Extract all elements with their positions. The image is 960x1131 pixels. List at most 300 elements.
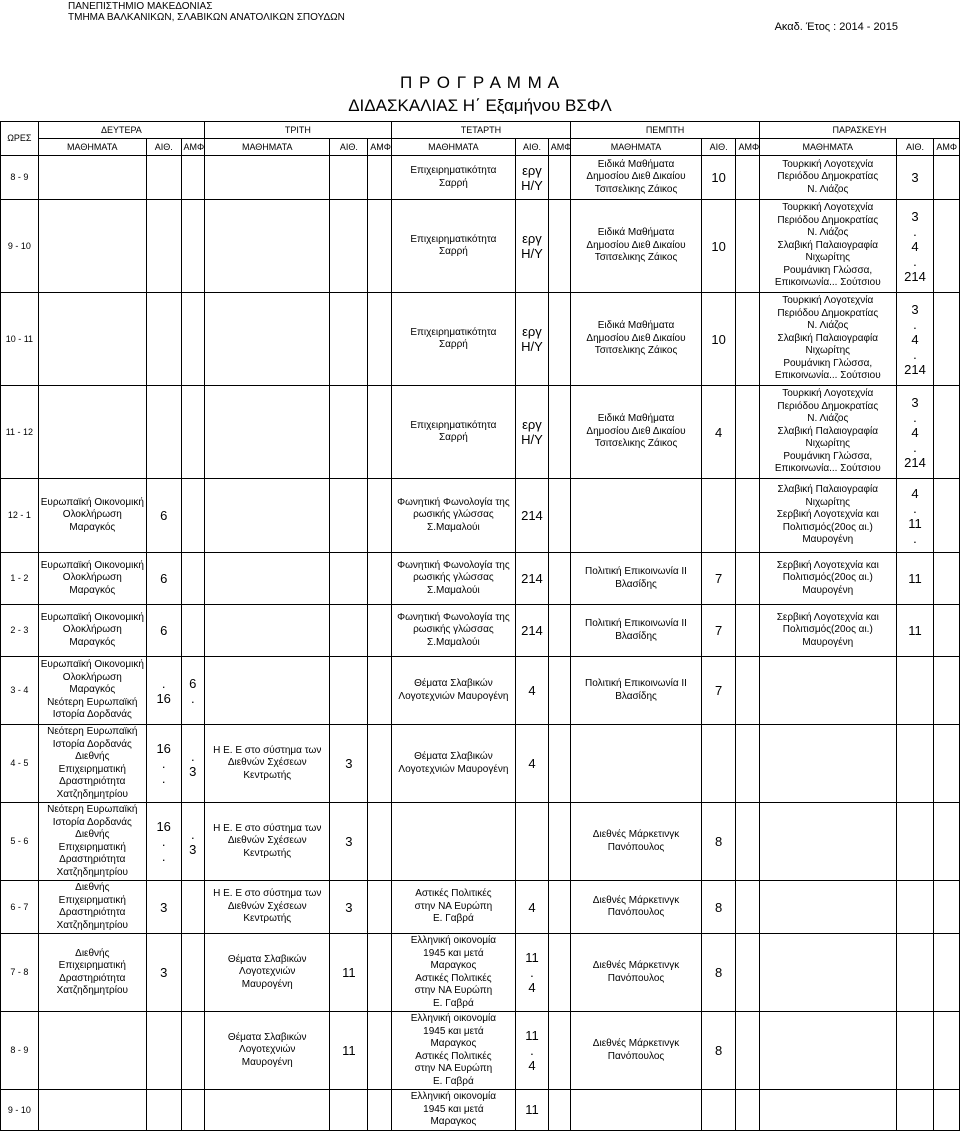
cell-line: Ρουμάνικη Γλώσσα, — [783, 264, 873, 276]
room-cell — [896, 479, 934, 553]
cell-value: 4 — [911, 424, 919, 440]
amf-cell — [181, 386, 204, 479]
amf-cell — [548, 605, 570, 657]
cell-value: 4 — [528, 756, 536, 771]
amf-cell — [181, 479, 204, 553]
cell-value: Η/Υ — [521, 246, 543, 261]
cell-value: 214 — [904, 268, 926, 284]
cell-line: Διεθνές Μάρκετινγκ — [592, 1038, 680, 1049]
subheader-amf: ΑΜΦ — [181, 139, 204, 156]
room-cell — [330, 200, 368, 293]
amf-cell — [548, 293, 570, 386]
course-cell — [38, 803, 146, 881]
course-cell — [571, 200, 702, 293]
cell-value: 3 — [911, 301, 919, 317]
room-cell — [516, 386, 549, 479]
cell-value: 10 — [711, 238, 726, 254]
cell-line: Τσιτσελικης Ζάικος — [594, 252, 678, 264]
schedule-body — [1, 156, 960, 1131]
hours-header: ΩΡΕΣ — [1, 122, 39, 156]
day-header: ΤΕΤΑΡΤΗ — [391, 122, 571, 139]
table-row — [1, 605, 960, 657]
cell-line: Τουρκική Λογοτεχνία — [782, 158, 874, 170]
amf-cell — [934, 803, 960, 881]
amf-cell — [934, 934, 960, 1012]
cell-line: Διεθνής Επιχειρηματική — [58, 882, 126, 906]
amf-cell — [934, 156, 960, 200]
cell-value: 3 — [189, 841, 197, 857]
course-cell — [759, 200, 896, 293]
course-cell — [391, 293, 515, 386]
cell-value: 214 — [521, 623, 543, 638]
cell-line: Νιχωρίτης — [805, 345, 850, 357]
cell-line: Πολιτισμός(20ος αι.) — [782, 624, 873, 636]
course-cell — [205, 605, 330, 657]
cell-line: Νιχωρίτης — [805, 496, 850, 508]
room-cell — [330, 293, 368, 386]
cell-line: Νεότερη Ευρωπαϊκή — [47, 726, 138, 737]
amf-cell — [368, 1012, 391, 1090]
cell-value: 6 — [189, 675, 197, 691]
room-cell — [330, 479, 368, 553]
cell-line: Λογοτεχνιών — [239, 1044, 296, 1056]
cell-line: Διεθνών Σχέσεων — [227, 835, 307, 847]
cell-line: Ευρωπαϊκή Οικονομική — [40, 496, 144, 508]
amf-cell — [736, 605, 759, 657]
academic-year: Ακαδ. Έτος : 2014 - 2015 — [774, 21, 898, 33]
room-cell — [896, 657, 934, 725]
cell-line: ρωσικής γλώσσας — [413, 509, 494, 521]
cell-value: εργ — [522, 324, 542, 339]
cell-value: 3 — [911, 170, 919, 185]
cell-line: 1945 και μετά — [423, 947, 484, 959]
amf-cell — [368, 605, 391, 657]
course-cell — [759, 605, 896, 657]
amf-cell — [736, 479, 759, 553]
course-cell — [759, 725, 896, 803]
cell-line: Δημοσίου Διεθ Δικαίου — [586, 171, 686, 183]
table-row — [1, 657, 960, 725]
cell-value: . — [913, 530, 917, 546]
course-cell — [38, 605, 146, 657]
cell-value: . — [913, 253, 917, 269]
cell-value: 3 — [160, 965, 168, 980]
amf-cell — [368, 803, 391, 881]
room-cell — [896, 1012, 934, 1090]
cell-line: Διεθνές Μάρκετινγκ — [592, 894, 680, 906]
cell-line: Μαυρογένη — [241, 978, 293, 990]
course-cell — [759, 293, 896, 386]
hour-cell: 8 - 9 — [1, 156, 39, 200]
cell-line: Περιόδου Δημοκρατίας — [777, 214, 879, 226]
cell-value: 8 — [715, 965, 723, 980]
cell-line: Σαρρή — [438, 177, 468, 189]
amf-cell — [736, 200, 759, 293]
room-cell — [896, 553, 934, 605]
room-cell — [701, 479, 736, 553]
cell-value: 8 — [715, 834, 723, 849]
cell-value: . — [161, 675, 166, 691]
course-cell — [391, 803, 515, 881]
cell-line: ρωσικής γλώσσας — [413, 624, 494, 636]
room-cell — [701, 803, 736, 881]
hour-cell: 6 - 7 — [1, 881, 39, 934]
cell-line: Τσιτσελικης Ζάικος — [594, 345, 678, 357]
cell-value: 4 — [528, 899, 536, 915]
amf-cell — [548, 156, 570, 200]
cell-line: Θέματα Σλαβικών — [414, 678, 493, 689]
cell-line: Φωνητική Φωνολογία της — [397, 496, 510, 508]
course-cell — [205, 881, 330, 934]
amf-cell — [181, 605, 204, 657]
course-cell — [391, 934, 515, 1012]
room-cell — [516, 881, 549, 934]
schedule-table — [0, 121, 960, 1131]
room-cell — [896, 803, 934, 881]
hour-cell: 5 - 6 — [1, 803, 39, 881]
room-cell — [330, 386, 368, 479]
cell-line: Αστικές Πολιτικές — [415, 1050, 492, 1062]
amf-cell — [934, 553, 960, 605]
cell-line: Σαρρή — [438, 246, 468, 257]
amf-cell — [736, 293, 759, 386]
course-cell — [38, 553, 146, 605]
course-cell — [205, 657, 330, 725]
course-cell — [38, 386, 146, 479]
course-cell — [205, 200, 330, 293]
room-cell — [896, 725, 934, 803]
cell-line: Θέματα Σλαβικών — [414, 751, 493, 762]
cell-line: Ιστορία Δορδανάς — [52, 709, 132, 721]
cell-line: στην ΝΑ Ευρώπη — [414, 900, 493, 912]
cell-line: Επιχειρηματικότητα — [410, 165, 497, 176]
room-cell — [701, 1012, 736, 1090]
cell-line: Ολοκλήρωση Μαραγκός — [62, 509, 122, 533]
course-cell — [391, 386, 515, 479]
table-row — [1, 803, 960, 881]
course-cell — [205, 934, 330, 1012]
room-cell — [701, 200, 736, 293]
amf-cell — [181, 725, 204, 803]
cell-line: Χατζηδημητρίου — [56, 788, 128, 800]
cell-value: 4 — [715, 424, 723, 440]
cell-line: Μαραγκος — [430, 1038, 477, 1049]
cell-line: Περιόδου Δημοκρατίας — [777, 171, 879, 183]
cell-line: Αστικές Πολιτικές — [415, 888, 492, 900]
table-row — [1, 156, 960, 200]
cell-line: Ρουμάνικη Γλώσσα, — [783, 450, 873, 462]
course-cell — [571, 725, 702, 803]
cell-line: Ειδικά Μαθήματα — [597, 413, 675, 425]
cell-line: Ολοκλήρωση Μαραγκός — [62, 572, 122, 596]
cell-value: 4 — [528, 683, 536, 698]
table-row — [1, 1012, 960, 1090]
cell-line: Δημοσίου Διεθ Δικαίου — [586, 425, 686, 437]
cell-value: . — [161, 834, 166, 849]
room-cell — [701, 156, 736, 200]
cell-value: . — [530, 1043, 534, 1058]
room-cell — [330, 156, 368, 200]
subheader-subjects: ΜΑΘΗΜΑΤΑ — [391, 139, 515, 156]
cell-value: 3 — [345, 899, 353, 915]
room-cell — [516, 293, 549, 386]
room-cell — [516, 725, 549, 803]
cell-line: Ελληνική οικονομία — [410, 1091, 497, 1102]
subheader-amf: ΑΜΦ — [368, 139, 391, 156]
room-cell — [516, 934, 549, 1012]
cell-line: Επικοινωνία... Σούτσιου — [774, 277, 881, 289]
cell-line: Σλαβική Παλαιογραφία — [777, 425, 879, 437]
cell-line: στην ΝΑ Ευρώπη — [414, 985, 493, 996]
course-cell — [391, 200, 515, 293]
cell-line: Πολιτισμός(20ος αι.) — [782, 572, 873, 584]
cell-line: Κεντρωτής — [243, 847, 292, 859]
room-cell — [146, 200, 181, 293]
hour-cell: 2 - 3 — [1, 605, 39, 657]
cell-line: Τουρκική Λογοτεχνία — [782, 388, 874, 400]
cell-line: Τσιτσελικης Ζάικος — [594, 438, 678, 450]
cell-value: 4 — [911, 485, 919, 501]
cell-value: 6 — [160, 571, 168, 586]
cell-value: 3 — [189, 763, 197, 779]
room-cell — [701, 386, 736, 479]
cell-value: 11 — [908, 623, 922, 638]
course-cell — [391, 725, 515, 803]
day-header: ΠΕΜΠΤΗ — [571, 122, 760, 139]
amf-cell — [934, 293, 960, 386]
cell-line: Διεθνής Επιχειρηματική — [58, 751, 126, 775]
day-header: ΠΑΡΑΣΚΕΥΗ — [759, 122, 959, 139]
course-cell — [759, 934, 896, 1012]
table-row — [1, 725, 960, 803]
course-cell — [391, 553, 515, 605]
amf-cell — [736, 881, 759, 934]
cell-value: 7 — [715, 571, 723, 586]
cell-value: . — [190, 748, 195, 764]
room-cell — [330, 553, 368, 605]
cell-value: 16 — [156, 819, 171, 834]
cell-line: Μαυρογένη — [241, 1056, 293, 1068]
amf-cell — [181, 553, 204, 605]
room-cell — [516, 605, 549, 657]
room-cell — [896, 605, 934, 657]
room-cell — [896, 200, 934, 293]
amf-cell — [548, 934, 570, 1012]
cell-line: Ειδικά Μαθήματα — [597, 227, 675, 239]
cell-line: Μαραγκος — [430, 1116, 477, 1127]
table-row — [1, 553, 960, 605]
cell-line: Διεθνής Επιχειρηματική — [58, 947, 126, 971]
hour-cell: 7 - 8 — [1, 934, 39, 1012]
day-header: ΤΡΙΤΗ — [205, 122, 392, 139]
room-cell — [146, 293, 181, 386]
amf-cell — [181, 1012, 204, 1090]
room-cell — [146, 657, 181, 725]
course-cell — [205, 803, 330, 881]
cell-line: Περιόδου Δημοκρατίας — [777, 307, 879, 319]
cell-value: 11 — [525, 950, 539, 965]
room-cell — [896, 881, 934, 934]
cell-value: . — [530, 965, 534, 980]
cell-value: . — [190, 826, 195, 842]
cell-line: Η Ε. Ε στο σύστημα των — [213, 888, 322, 900]
amf-cell — [181, 156, 204, 200]
course-cell — [571, 386, 702, 479]
cell-value: 11 — [342, 965, 356, 980]
cell-line: Σερβική Λογοτεχνία και — [776, 559, 879, 571]
room-cell — [330, 881, 368, 934]
subheader-subjects: ΜΑΘΗΜΑΤΑ — [571, 139, 702, 156]
cell-line: Δραστηριότητα — [59, 972, 126, 984]
cell-line: Πανόπουλος — [607, 907, 665, 918]
course-cell — [205, 386, 330, 479]
hour-cell: 8 - 9 — [1, 1012, 39, 1090]
cell-value: 3 — [345, 756, 353, 771]
cell-value: 4 — [911, 238, 919, 254]
cell-value: εργ — [522, 162, 542, 178]
cell-line: Ολοκλήρωση Μαραγκός — [62, 624, 122, 648]
course-cell — [571, 934, 702, 1012]
cell-line: Φωνητική Φωνολογία της — [397, 611, 510, 623]
cell-value: 10 — [711, 331, 726, 347]
cell-line: Θέματα Σλαβικών — [227, 953, 307, 965]
course-cell — [571, 881, 702, 934]
page-title: Π Ρ Ο Γ Ρ Α Μ Μ Α — [400, 73, 560, 92]
cell-value: Η/Υ — [521, 177, 543, 193]
cell-line: Σ.Μαμαλούι — [427, 636, 480, 648]
cell-line: Μαυρογένη — [802, 584, 854, 596]
cell-line: Βλασίδης — [615, 630, 657, 642]
course-cell — [759, 881, 896, 934]
cell-value: 3 — [911, 208, 919, 224]
cell-value: . — [913, 409, 917, 425]
subheader-amf: ΑΜΦ — [934, 139, 960, 156]
room-cell — [146, 881, 181, 934]
cell-line: Κεντρωτής — [243, 769, 292, 781]
course-cell — [571, 156, 702, 200]
cell-value: 11 — [525, 1028, 539, 1043]
course-cell — [38, 725, 146, 803]
cell-line: Πολιτισμός(20ος αι.) — [782, 521, 873, 533]
room-cell — [701, 725, 736, 803]
amf-cell — [548, 657, 570, 725]
room-cell — [516, 479, 549, 553]
cell-line: Βλασίδης — [615, 578, 657, 590]
room-cell — [146, 725, 181, 803]
amf-cell — [368, 200, 391, 293]
amf-cell — [368, 934, 391, 1012]
cell-line: Ελληνική οικονομία — [410, 935, 497, 946]
cell-value: 3 — [911, 394, 919, 410]
amf-cell — [736, 657, 759, 725]
cell-line: Φωνητική Φωνολογία της — [397, 559, 510, 571]
course-cell — [205, 479, 330, 553]
cell-line: Νιχωρίτης — [805, 438, 850, 450]
cell-line: Σερβική Λογοτεχνία και — [776, 611, 879, 623]
amf-cell — [368, 657, 391, 725]
cell-line: Ν. Λιάζος — [807, 413, 849, 425]
course-cell — [38, 293, 146, 386]
room-cell — [146, 156, 181, 200]
day-header: ΔΕΥΤΕΡΑ — [38, 122, 204, 139]
subheader-room: ΑΙΘ. — [330, 139, 368, 156]
course-cell — [391, 657, 515, 725]
cell-line: Διεθνών Σχέσεων — [227, 900, 307, 912]
room-cell — [701, 934, 736, 1012]
cell-value: Η/Υ — [521, 432, 543, 447]
amf-cell — [368, 553, 391, 605]
cell-value: 214 — [904, 454, 926, 470]
cell-value: 7 — [715, 623, 723, 638]
amf-cell — [181, 934, 204, 1012]
cell-line: Ν. Λιάζος — [807, 183, 849, 195]
subheader-amf: ΑΜΦ — [736, 139, 759, 156]
course-cell — [759, 156, 896, 200]
cell-line: Σερβική Λογοτεχνία και — [776, 509, 879, 521]
cell-value: 6 — [160, 623, 168, 638]
amf-cell — [736, 803, 759, 881]
subheader-row — [1, 139, 960, 156]
cell-value: εργ — [522, 231, 542, 246]
table-row — [1, 293, 960, 386]
amf-cell — [181, 657, 204, 725]
amf-cell — [548, 479, 570, 553]
cell-line: Ν. Λιάζος — [807, 320, 849, 332]
subheader-subjects: ΜΑΘΗΜΑΤΑ — [38, 139, 146, 156]
cell-value: . — [161, 756, 166, 771]
course-cell — [759, 553, 896, 605]
cell-line: Ν. Λιάζος — [807, 227, 849, 239]
cell-line: Μαυρογένη — [802, 534, 854, 546]
amf-cell — [548, 803, 570, 881]
cell-value: 214 — [521, 571, 543, 586]
cell-value: 214 — [521, 508, 543, 523]
cell-line: Βλασίδης — [615, 690, 657, 702]
cell-line: Σλαβική Παλαιογραφία — [777, 239, 879, 251]
room-cell — [146, 605, 181, 657]
cell-line: Διεθνής Επιχειρηματική — [58, 829, 126, 853]
cell-line: Μαυρογένη — [802, 636, 854, 648]
subheader-room: ΑΙΘ. — [146, 139, 181, 156]
cell-line: Πανόπουλος — [607, 1050, 665, 1062]
cell-value: 11 — [342, 1043, 356, 1058]
subheader-room: ΑΙΘ. — [896, 139, 934, 156]
course-cell — [391, 881, 515, 934]
page-subtitle: ΔΙΔΑΣΚΑΛΙΑΣ Η΄ Εξαμήνου ΒΣΦΛ — [348, 96, 612, 115]
cell-line: Χατζηδημητρίου — [56, 985, 128, 996]
room-cell — [701, 881, 736, 934]
cell-line: Τουρκική Λογοτεχνία — [782, 295, 874, 307]
course-cell — [38, 881, 146, 934]
amf-cell — [368, 386, 391, 479]
cell-line: Μαραγκος — [430, 960, 477, 971]
amf-cell — [368, 156, 391, 200]
cell-value: . — [913, 316, 917, 332]
cell-line: Λογοτεχνιών Μαυρογένη — [398, 763, 509, 775]
cell-value: 11 — [908, 515, 922, 531]
cell-line: Ευρωπαϊκή Οικονομική — [40, 559, 144, 571]
room-cell — [146, 553, 181, 605]
amf-cell — [736, 725, 759, 803]
course-cell — [205, 553, 330, 605]
cell-value: 8 — [715, 899, 723, 915]
cell-line: Λογοτεχνιών — [239, 966, 296, 978]
amf-cell — [736, 156, 759, 200]
course-cell — [571, 605, 702, 657]
room-cell — [701, 553, 736, 605]
room-cell — [701, 293, 736, 386]
cell-line: Δραστηριότητα — [59, 854, 126, 865]
